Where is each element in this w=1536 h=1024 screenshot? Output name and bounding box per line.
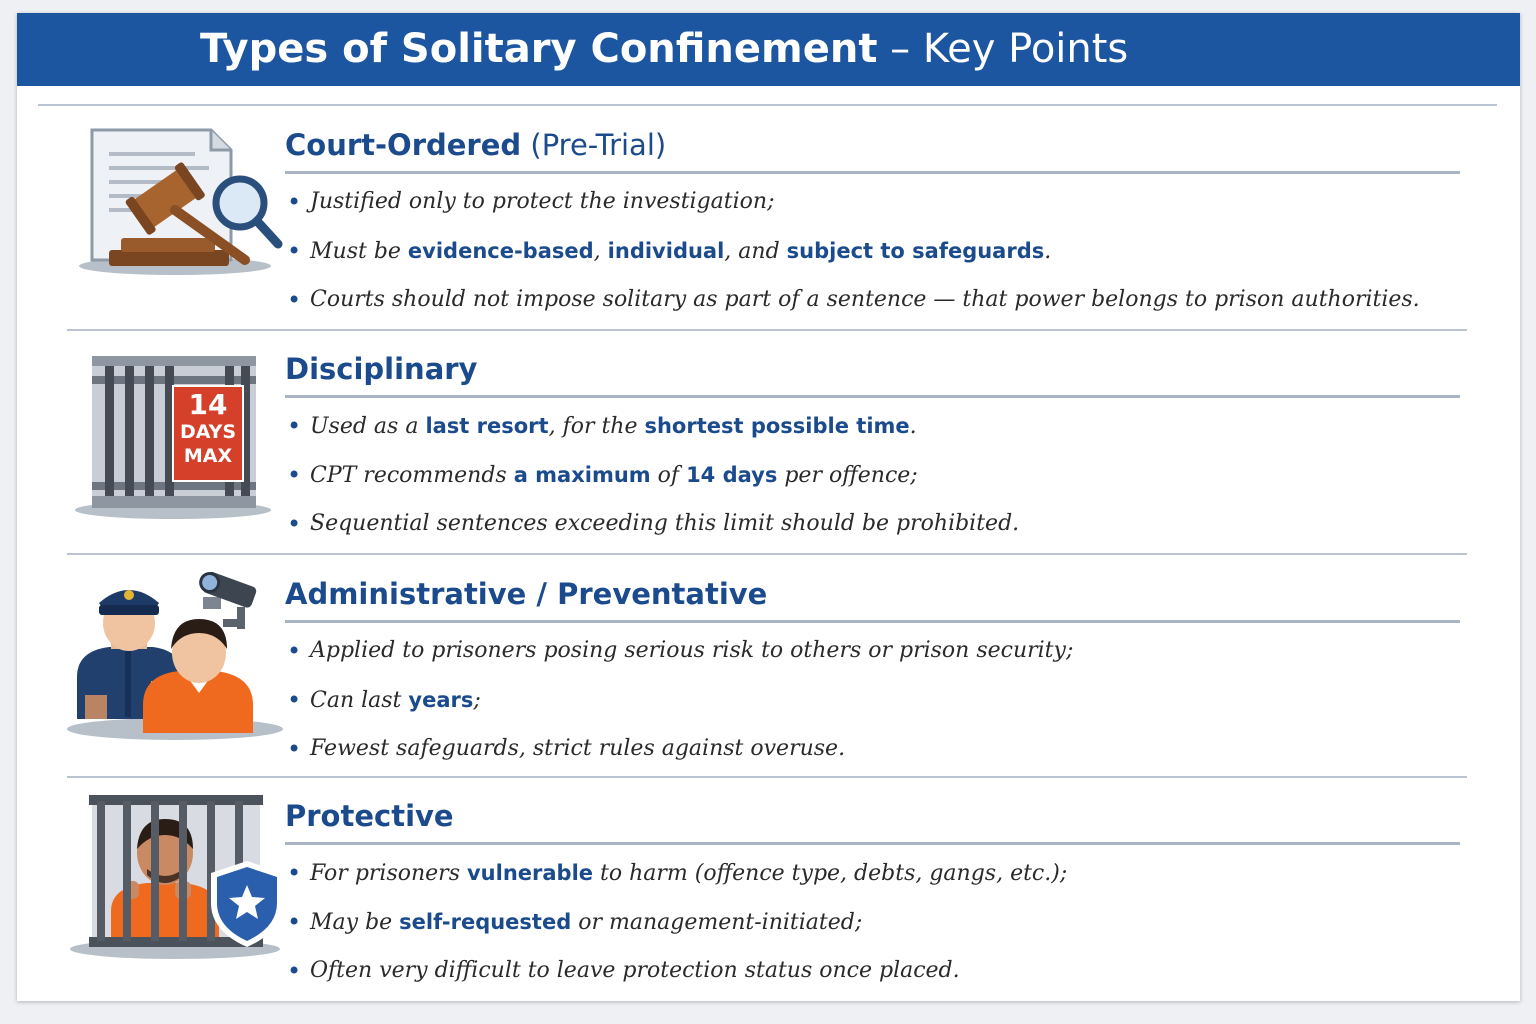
section-title bbox=[285, 574, 767, 614]
section-protective bbox=[17, 791, 1520, 1015]
section-administrative bbox=[17, 569, 1520, 793]
bullet-item bbox=[287, 187, 1420, 236]
badge-limit: MAX bbox=[183, 445, 233, 467]
prisoner-shield-icon bbox=[65, 791, 290, 991]
bullet-text: ; bbox=[473, 688, 481, 713]
section-divider bbox=[67, 776, 1467, 778]
section-title bbox=[285, 349, 477, 389]
bullet-text: , bbox=[593, 239, 608, 264]
bullet-item bbox=[287, 685, 1073, 734]
gavel-document-icon bbox=[65, 120, 290, 320]
section-court-ordered bbox=[17, 120, 1520, 344]
bullet-text: per offence; bbox=[777, 463, 918, 488]
bullet-list bbox=[287, 636, 1073, 783]
bullet-text: or management-initiated; bbox=[571, 910, 863, 935]
section-title-sub: (Pre-Trial) bbox=[521, 128, 667, 162]
highlight-text: individual bbox=[607, 239, 725, 263]
bullet-text: CPT recommends bbox=[310, 463, 514, 488]
page-title-main: Types of Solitary Confinement bbox=[200, 26, 878, 72]
section-rule bbox=[285, 395, 1460, 398]
bullet-item bbox=[287, 285, 1420, 334]
bullet-text: , for the bbox=[548, 414, 645, 439]
bullet-text: Must be bbox=[310, 239, 408, 264]
section-title-main: Protective bbox=[285, 799, 454, 833]
section-rule bbox=[285, 620, 1460, 623]
section-title-main: Court-Ordered bbox=[285, 128, 522, 162]
bullet-text: Fewest safeguards, strict rules against overuse. bbox=[310, 736, 846, 761]
badge-unit: DAYS bbox=[179, 421, 237, 443]
bullet-text: For prisoners bbox=[310, 861, 467, 886]
bullet-item bbox=[287, 509, 1019, 558]
bullet-text: Justified only to protect the investigation; bbox=[310, 189, 775, 214]
bullet-item bbox=[287, 236, 1420, 285]
bullet-text: May be bbox=[310, 910, 400, 935]
bullet-text: Can last bbox=[310, 688, 409, 713]
section-disciplinary bbox=[17, 344, 1520, 568]
bullet-list bbox=[287, 187, 1420, 334]
bullet-text: , and bbox=[724, 239, 787, 264]
bullet-text: . bbox=[909, 414, 917, 439]
section-rule bbox=[285, 842, 1460, 845]
guard-prisoner-camera-icon bbox=[65, 569, 290, 769]
header-bar bbox=[17, 13, 1520, 86]
badge-number: 14 bbox=[188, 388, 228, 421]
highlight-text: evidence-based bbox=[407, 239, 594, 263]
highlight-text: subject to safeguards bbox=[786, 239, 1045, 263]
highlight-text: vulnerable bbox=[466, 861, 594, 885]
bullet-text: to harm (offence type, debts, gangs, etc.); bbox=[593, 861, 1068, 886]
bullet-item bbox=[287, 636, 1073, 685]
highlight-text: last resort bbox=[425, 414, 549, 438]
bullet-item bbox=[287, 956, 1067, 1005]
bullet-text: . bbox=[1044, 239, 1052, 264]
bullet-list bbox=[287, 411, 1019, 558]
section-rule bbox=[285, 171, 1460, 174]
highlight-text: self-requested bbox=[399, 910, 572, 934]
bullet-text: Often very difficult to leave protection status once placed. bbox=[310, 958, 960, 983]
page-title bbox=[200, 21, 1128, 77]
bullet-item bbox=[287, 460, 1019, 509]
bullet-text: Sequential sentences exceeding this limit should be prohibited. bbox=[310, 511, 1020, 536]
bullet-list bbox=[287, 858, 1067, 1005]
bullet-text: Used as a bbox=[310, 414, 426, 439]
section-title-main: Administrative / Preventative bbox=[285, 577, 768, 611]
highlight-text: shortest possible time bbox=[644, 414, 910, 438]
bullet-text: of bbox=[650, 463, 687, 488]
highlight-text: years bbox=[408, 688, 474, 712]
section-title-main: Disciplinary bbox=[285, 352, 478, 386]
max-days-badge bbox=[175, 390, 241, 468]
bullet-item bbox=[287, 858, 1067, 907]
bullet-item bbox=[287, 907, 1067, 956]
highlight-text: 14 days bbox=[686, 463, 778, 487]
bullet-text: Courts should not impose solitary as part of a sentence — that power belongs to prison authorities. bbox=[310, 287, 1420, 312]
bullet-item bbox=[287, 411, 1019, 460]
section-divider bbox=[67, 329, 1467, 331]
section-title bbox=[285, 125, 666, 165]
key-points-card bbox=[17, 13, 1520, 1001]
top-divider bbox=[38, 104, 1497, 106]
section-divider bbox=[67, 553, 1467, 555]
section-title bbox=[285, 796, 454, 836]
highlight-text: a maximum bbox=[513, 463, 651, 487]
bullet-text: Applied to prisoners posing serious risk to others or prison security; bbox=[310, 638, 1074, 663]
page-title-suffix: – Key Points bbox=[877, 26, 1129, 72]
prison-cell-calendar-icon bbox=[65, 344, 290, 544]
